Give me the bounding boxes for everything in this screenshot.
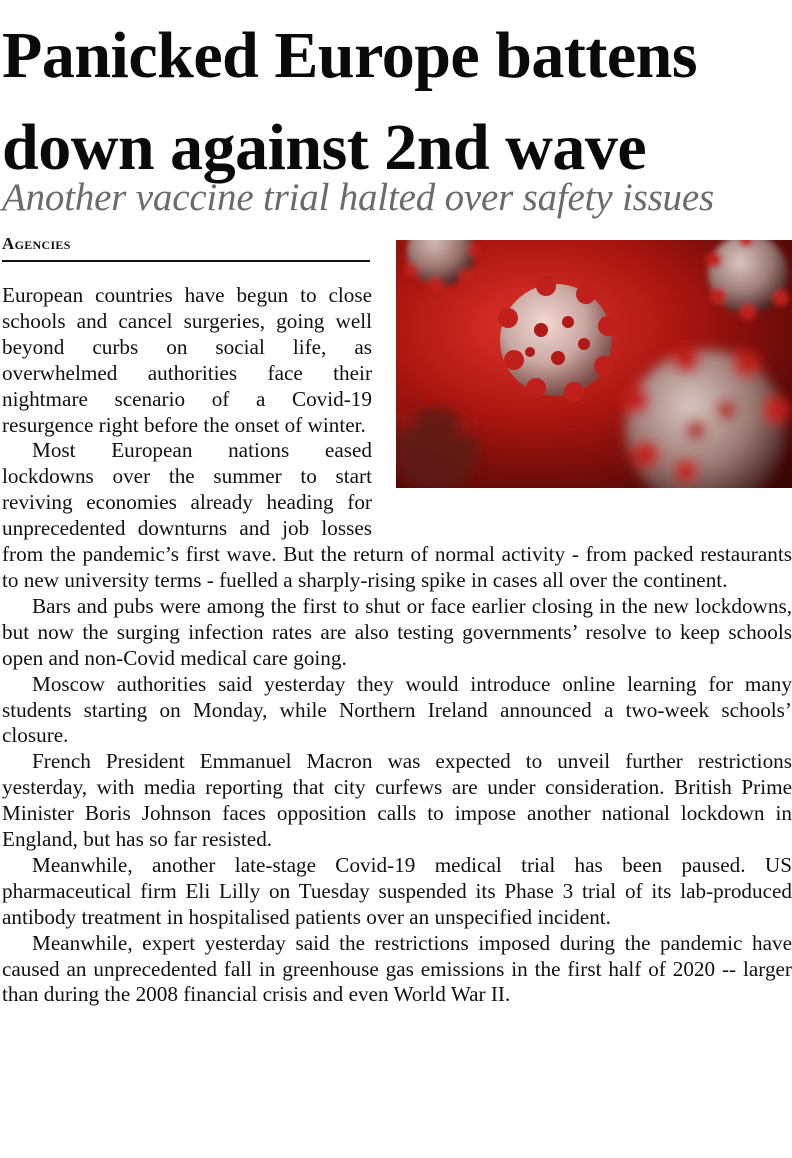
article-paragraph: Bars and pubs were among the first to shut or face earlier closing in the new lockdowns, but now the surging infection rates are also testing governments’ resolve to keep schools open and non-Covid medical care going. (2, 593, 792, 670)
photo-wrap-spacer (372, 283, 792, 522)
article-body (2, 283, 792, 1008)
article-paragraph: Most European nations eased lockdowns over the summer to start reviving economies already heading for unprecedented downturns and job losses from the pandemic’s first wave. But the return of normal activity - from packed restaurants to new university terms - fuelled a sharply-rising spike in cases all over the continent. (2, 438, 792, 592)
article-paragraph: Moscow authorities said yesterday they would introduce online learning for many students starting on Monday, while Northern Ireland announced a two-week schools’ closure. (2, 671, 792, 748)
headline: Panicked Europe battens down against 2nd wave (2, 19, 698, 184)
article-paragraph: Meanwhile, another late-stage Covid-19 medical trial has been paused. US pharmaceutical firm Eli Lilly on Tuesday suspended its Phase 3 trial of its lab-produced antibody treatment in hospitalised patients over an unspecified incident. (2, 852, 792, 929)
article-paragraph: French President Emmanuel Macron was expected to unveil further restrictions yesterday, with media reporting that city curfews are under consideration. British Prime Minister Boris Johnson faces opposition calls to impose another national lockdown in England, but has so far resisted. (2, 749, 792, 852)
subheadline: Another vaccine trial halted over safety issues (2, 176, 714, 219)
byline: Agencies (2, 232, 370, 262)
article-paragraph: Meanwhile, expert yesterday said the restrictions imposed during the pandemic have caused an unprecedented fall in greenhouse gas emissions in the first half of 2020 -- larger than during the 2008 financial crisis and even World War II. (2, 930, 792, 1007)
article-paragraph: European countries have begun to close schools and cancel surgeries, going well beyond curbs on social life, as overwhelmed authorities face their nightmare scenario of a Covid-19 resurgence right before the onset of winter. (2, 283, 372, 437)
